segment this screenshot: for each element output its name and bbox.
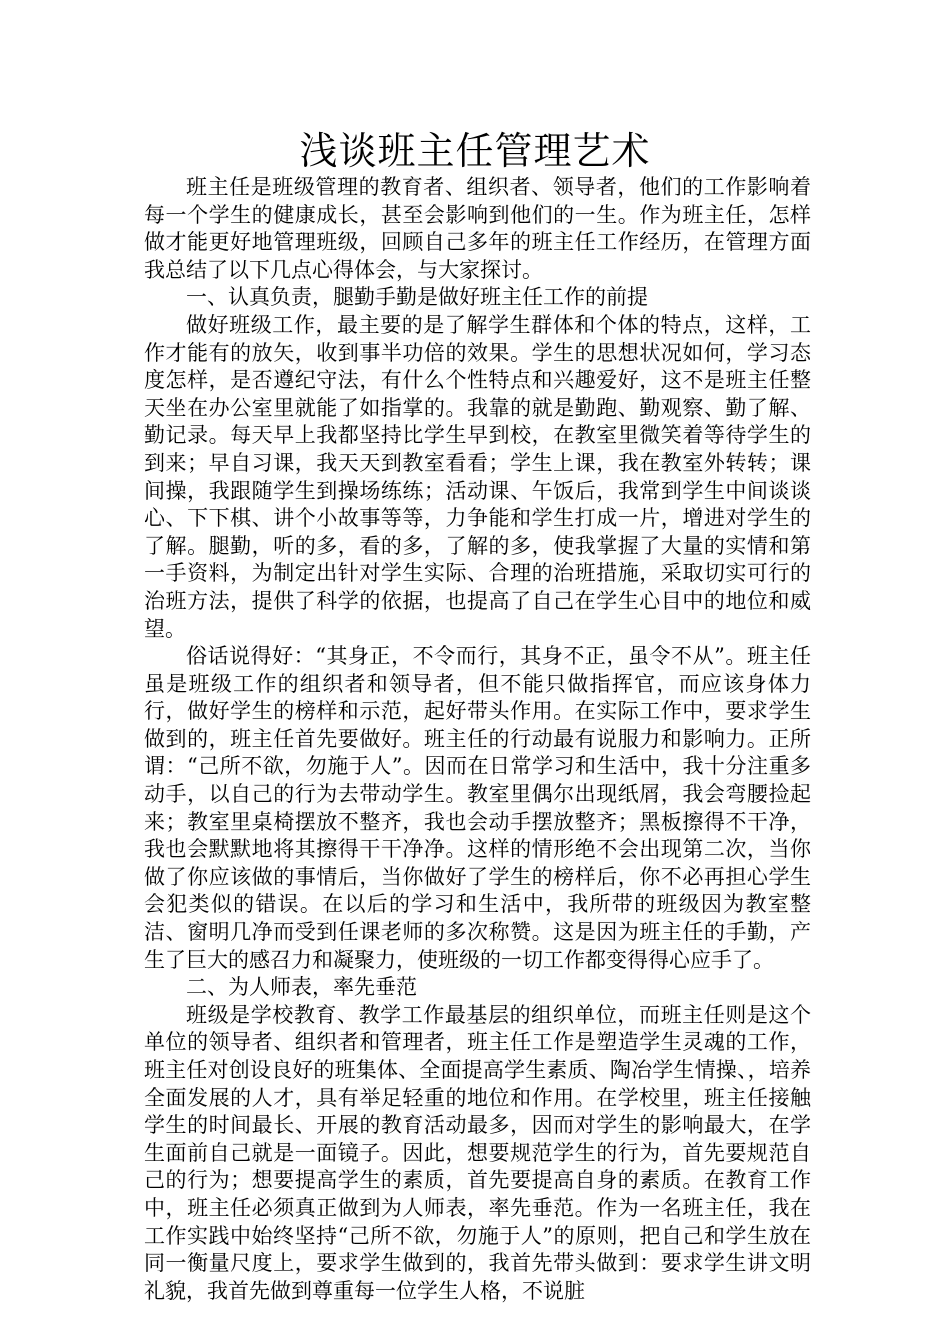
paragraph-section-1-b: 俗话说得好：“其身正，不令而行，其身不正，虽令不从”。班主任虽是班级工作的组织者和领导者，但不能只做指挥官，而应该身体力行，做好学生的榜样和示范，起好带头作用。在实际工作中，要求学生做到的，班主任首先要做好。班主任的行动最有说服力和影响力。正所谓：“己所不欲，勿施于人”。因而在日常学习和生活中，我十分注重多动手，以自己的行为去带动学生。教室里偶尔出现纸屑，我会弯腰捡起来；教室里桌椅摆放不整齐，我也会动手摆放整齐；黑板擦得不干净，我也会默默地将其擦得干干净净。这样的情形绝不会出现第二次，当你做了你应该做的事情后，当你做好了学生的榜样后，你不必再担心学生会犯类似的错误。在以后的学习和生活中，我所带的班级因为教室整洁、窗明几净而受到任课老师的多次称赞。这是因为班主任的手勤，产生了巨大的感召力和凝聚力，使班级的一切工作都变得得心应手了。 <box>144 644 811 972</box>
document-title: 浅谈班主任管理艺术 <box>299 129 651 173</box>
section-heading-1: 一、认真负责，腿勤手勤是做好班主任工作的前提 <box>186 285 648 310</box>
paragraph-section-1-a: 做好班级工作，最主要的是了解学生群体和个体的特点，这样，工作才能有的放矢，收到事半功倍的效果。学生的思想状况如何，学习态度怎样，是否遵纪守法，有什么个性特点和兴趣爱好，这不是班主任整天坐在办公室里就能了如指掌的。我靠的就是勤跑、勤观察、勤了解、勤记录。每天早上我都坚持比学生早到校，在教室里微笑着等待学生的到来；早自习课，我天天到教室看看；学生上课，我在教室外转转；课间操，我跟随学生到操场练练；活动课、午饭后，我常到学生中间谈谈心、下下棋、讲个小故事等等，力争能和学生打成一片，增进对学生的了解。腿勤，听的多，看的多，了解的多，使我掌握了大量的实情和第一手资料，为制定出针对学生实际、合理的治班措施，采取切实可行的治班方法，提供了科学的依据，也提高了自己在学生心目中的地位和威望。 <box>144 312 811 641</box>
section-heading-2: 二、为人师表，率先垂范 <box>186 975 417 1000</box>
paragraph-intro: 班主任是班级管理的教育者、组织者、领导者，他们的工作影响着每一个学生的健康成长，甚至会影响到他们的一生。作为班主任，怎样做才能更好地管理班级，回顾自己多年的班主任工作经历，在管理方面我总结了以下几点心得体会，与大家探讨。 <box>144 175 811 282</box>
paragraph-section-2-a: 班级是学校教育、教学工作最基层的组织单位，而班主任则是这个单位的领导者、组织者和管理者，班主任工作是塑造学生灵魂的工作，班主任对创设良好的班集体、全面提高学生素质、陶冶学生情操、，培养全面发展的人才，具有举足轻重的地位和作用。在学校里，班主任接触学生的时间最长、开展的教育活动最多，因而对学生的影响最大，在学生面前自己就是一面镜子。因此，想要规范学生的行为，首先要规范自己的行为；想要提高学生的素质，首先要提高自身的素质。在教育工作中，班主任必须真正做到为人师表，率先垂范。作为一名班主任，我在工作实践中始终坚持“己所不欲，勿施于人”的原则，把自己和学生放在同一衡量尺度上，要求学生做到的，我首先带头做到：要求学生讲文明礼貌，我首先做到尊重每一位学生人格，不说脏 <box>144 1002 811 1303</box>
document-body <box>144 174 811 1305</box>
